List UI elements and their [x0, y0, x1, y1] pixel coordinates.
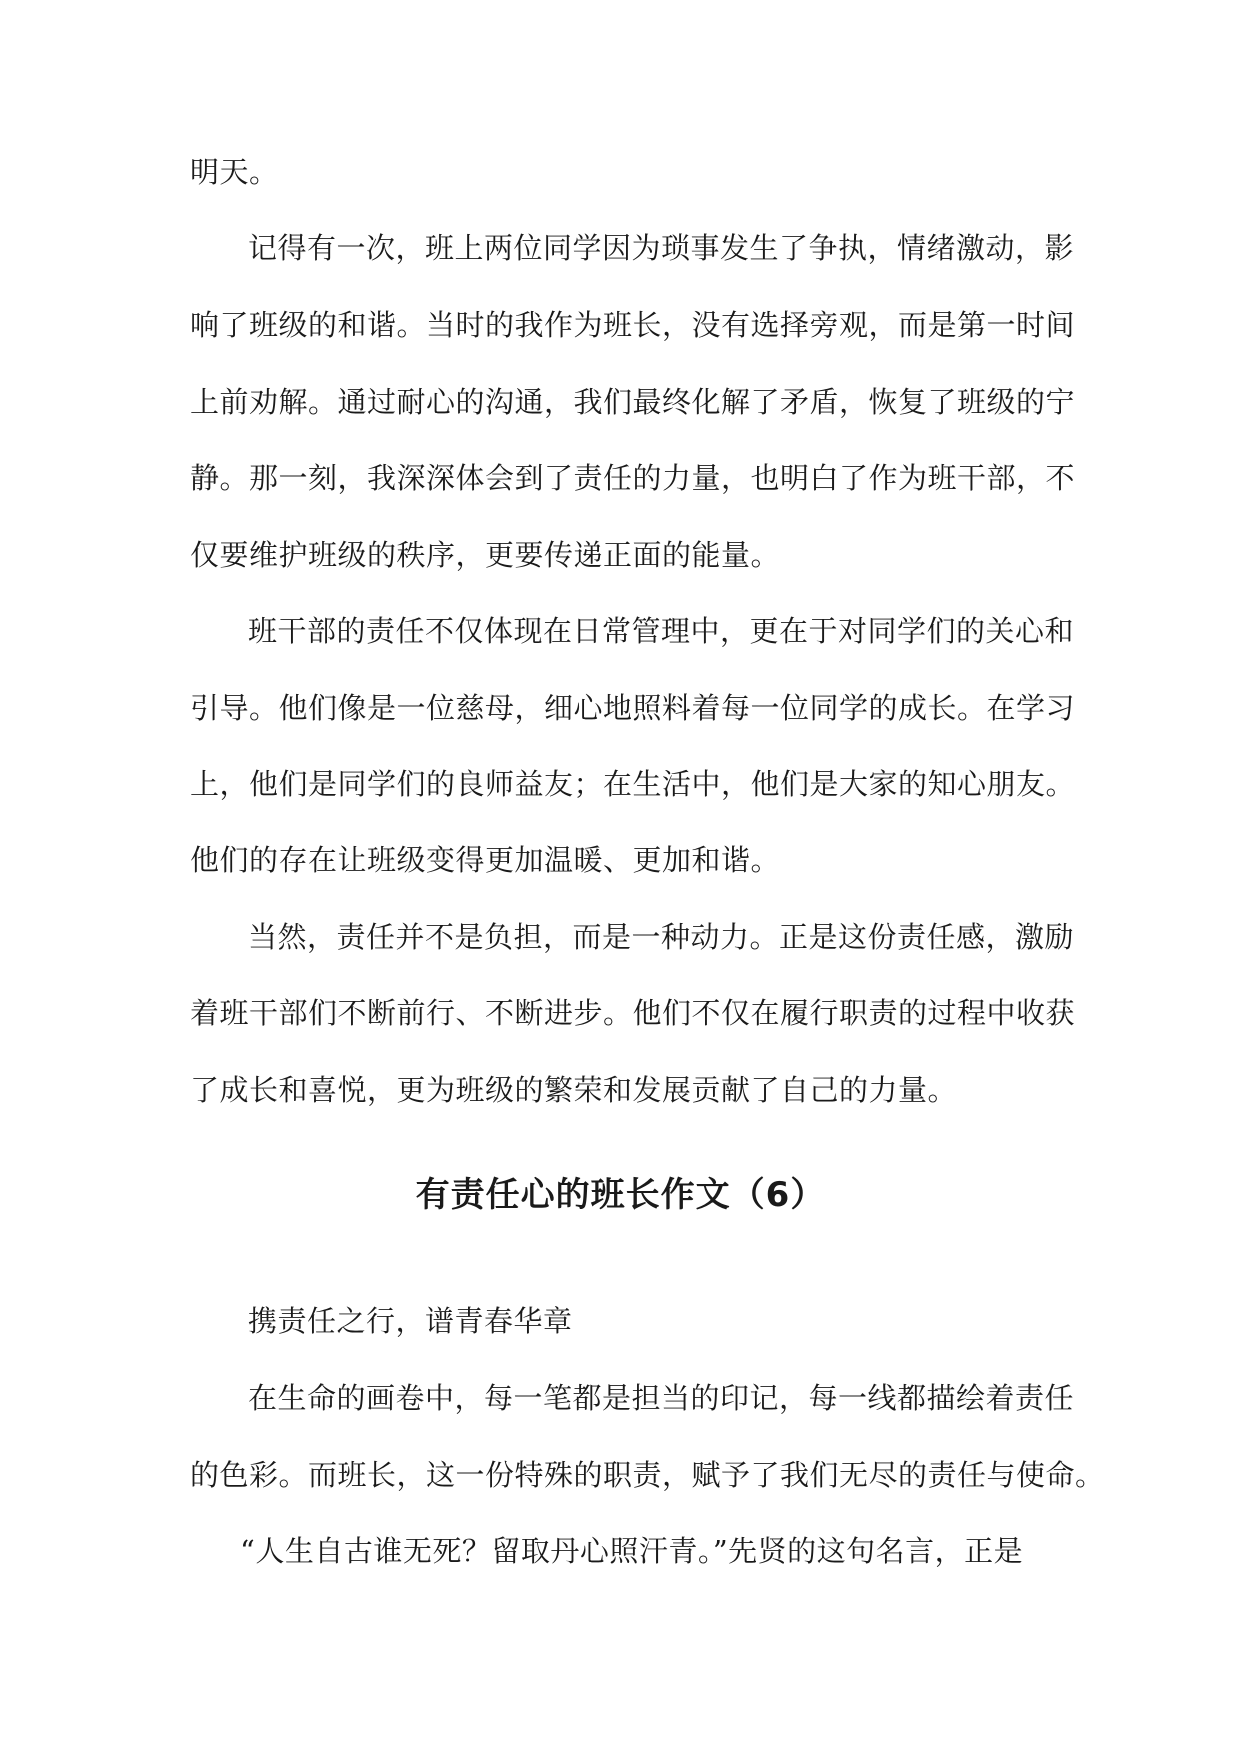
text-line: 引导。他们像是一位慈母，细心地照料着每一位同学的成长。在学习	[190, 691, 1076, 725]
paragraph-start-line: “人生自古谁无死？留取丹心照汗青。”先贤的这句名言，正是	[240, 1534, 1024, 1568]
paragraph-start-line: 班干部的责任不仅体现在日常管理中，更在于对同学们的关心和	[248, 614, 1075, 648]
paragraph-start-line: 在生命的画卷中，每一笔都是担当的印记，每一线都描绘着责任	[248, 1381, 1075, 1415]
text-line: 响了班级的和谐。当时的我作为班长，没有选择旁观，而是第一时间	[190, 308, 1076, 342]
section-title: 有责任心的班长作文（6）	[415, 1175, 826, 1215]
text-line: 明天。	[190, 155, 279, 189]
paragraph-start-line: 当然，责任并不是负担，而是一种动力。正是这份责任感，激励	[248, 920, 1075, 954]
text-line: 的色彩。而班长，这一份特殊的职责，赋予了我们无尽的责任与使命。	[190, 1458, 1105, 1492]
text-line: 静。那一刻，我深深体会到了责任的力量，也明白了作为班干部，不	[190, 461, 1076, 495]
text-line: 上前劝解。通过耐心的沟通，我们最终化解了矛盾，恢复了班级的宁	[190, 385, 1076, 419]
essay-subtitle: 携责任之行，谱青春华章	[248, 1304, 573, 1338]
text-line: 了成长和喜悦，更为班级的繁荣和发展贡献了自己的力量。	[190, 1073, 958, 1107]
text-line: 他们的存在让班级变得更加温暖、更加和谐。	[190, 843, 781, 877]
paragraph-start-line: 记得有一次，班上两位同学因为琐事发生了争执，情绪激动，影	[248, 231, 1075, 265]
text-line: 上，他们是同学们的良师益友；在生活中，他们是大家的知心朋友。	[190, 767, 1076, 801]
text-line: 着班干部们不断前行、不断进步。他们不仅在履行职责的过程中收获	[190, 996, 1076, 1030]
text-line: 仅要维护班级的秩序，更要传递正面的能量。	[190, 538, 781, 572]
